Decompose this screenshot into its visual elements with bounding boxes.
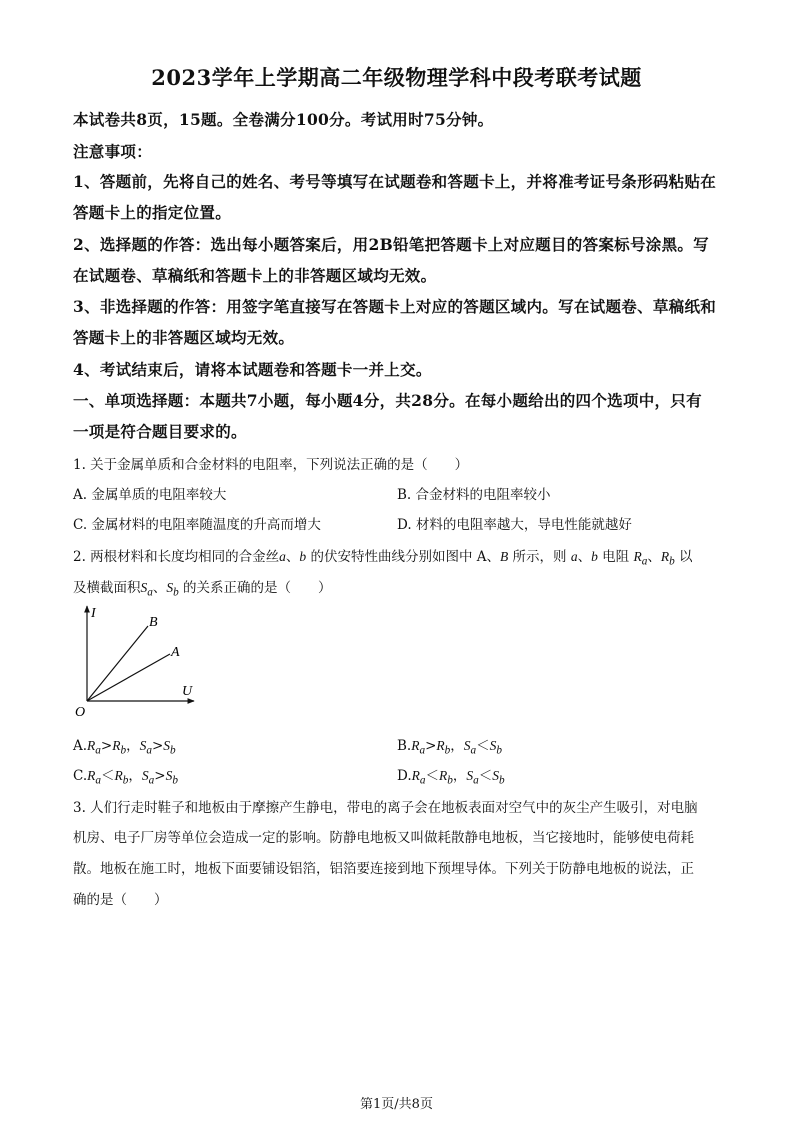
q2-sub-a: a bbox=[147, 586, 153, 599]
comma: ， bbox=[126, 738, 140, 754]
q2-var-B: B bbox=[500, 549, 509, 564]
y-axis-label: I bbox=[91, 606, 96, 621]
comma: ， bbox=[128, 768, 142, 784]
q2-stem-text: 及横截面积 bbox=[73, 580, 141, 596]
var-S: S bbox=[163, 738, 171, 753]
q2-sep: 、 bbox=[152, 580, 167, 596]
q2-sep: 、 bbox=[647, 549, 661, 565]
sub-b: b bbox=[122, 774, 129, 787]
var-S: S bbox=[139, 738, 147, 753]
var-S: S bbox=[466, 768, 474, 783]
notice-item-1-line-1: 1、答题前，先将自己的姓名、考号等填写在试题卷和答题卡上，并将准考证号条形码粘贴在 bbox=[73, 172, 717, 191]
q2-var-Ra: R bbox=[633, 549, 642, 564]
notice-heading: 注意事项： bbox=[73, 142, 153, 161]
var-S: S bbox=[165, 768, 173, 783]
notice-item-3-line-1: 3、非选择题的作答：用签字笔直接写在答题卡上对应的答题区域内。写在试题卷、草稿纸和 bbox=[73, 297, 717, 316]
sub-a: a bbox=[419, 774, 426, 787]
option-letter: B. bbox=[397, 738, 412, 754]
var-S: S bbox=[489, 738, 497, 753]
relation: > bbox=[100, 738, 113, 754]
var-R: R bbox=[436, 738, 445, 753]
var-R: R bbox=[87, 768, 96, 783]
sub-b: b bbox=[496, 744, 503, 757]
page-title: 2023学年上学期高二年级物理学科中段考联考试题 bbox=[151, 65, 642, 90]
var-S: S bbox=[141, 768, 149, 783]
notice-item-2-line-2: 在试题卷、草稿纸和答题卡上的非答题区域均无效。 bbox=[73, 266, 437, 285]
option-letter: C. bbox=[73, 768, 88, 784]
line-a bbox=[87, 654, 170, 701]
q2-var-b: b bbox=[591, 549, 598, 564]
q2-stem-text: 2. 两根材料和长度均相同的合金丝 bbox=[73, 549, 280, 565]
exam-intro: 本试卷共8页，15题。全卷满分100分。考试用时75分钟。 bbox=[73, 110, 494, 129]
var-S: S bbox=[463, 738, 471, 753]
relation: ＜ bbox=[425, 768, 440, 784]
comma: ， bbox=[452, 768, 467, 784]
q2-var-a: a bbox=[570, 549, 578, 564]
var-R: R bbox=[112, 738, 121, 753]
q1-option-a: A. 金属单质的电阻率较大 bbox=[73, 487, 227, 503]
sub-a: a bbox=[473, 774, 479, 787]
q2-stem-text: 的伏安特性曲线分别如图中 A、 bbox=[306, 549, 501, 565]
var-R: R bbox=[411, 738, 420, 753]
var-R: R bbox=[87, 738, 96, 753]
q2-sep: 、 bbox=[577, 549, 592, 565]
q1-option-b: B. 合金材料的电阻率较小 bbox=[397, 487, 551, 503]
q2-option-a bbox=[73, 734, 176, 757]
notice-item-3-line-2: 答题卡上的非答题区域均无效。 bbox=[73, 328, 295, 347]
q2-var-b: b bbox=[299, 549, 307, 564]
sub-a: a bbox=[419, 744, 426, 757]
x-axis-label: U bbox=[182, 684, 193, 699]
notice-item-1-line-2: 答题卡上的指定位置。 bbox=[73, 203, 232, 222]
section-heading-line-1: 一、单项选择题：本题共7小题，每小题4分，共28分。在每小题给出的四个选项中，只有 bbox=[73, 391, 702, 410]
sub-a: a bbox=[148, 774, 155, 787]
q3-line-3: 散。地板在施工时，地板下面要铺设铝箔，铝箔要连接到地下预埋导体。下列关于防静电地板的说法，正 bbox=[73, 861, 694, 877]
relation: > bbox=[151, 738, 164, 754]
option-letter: D. bbox=[397, 768, 412, 784]
q1-stem: 1. 关于金属单质和合金材料的电阻率，下列说法正确的是（ ） bbox=[73, 457, 469, 473]
q2-var-Rb: R bbox=[660, 549, 670, 564]
line-a-label: A bbox=[171, 645, 180, 660]
q2-stem-text: 所示，则 bbox=[508, 549, 571, 565]
origin-label: O bbox=[75, 705, 86, 720]
line-b bbox=[87, 626, 148, 701]
sub-a: a bbox=[95, 774, 102, 787]
sub-b: b bbox=[444, 744, 451, 757]
q1-option-d: D. 材料的电阻率越大，导电性能就越好 bbox=[397, 517, 632, 533]
line-b-label: B bbox=[149, 615, 158, 630]
sub-b: b bbox=[499, 774, 505, 787]
q2-option-c bbox=[73, 764, 178, 787]
var-R: R bbox=[411, 768, 420, 783]
q2-sub-b: b bbox=[669, 555, 675, 568]
sub-b: b bbox=[120, 744, 127, 757]
q3-line-2: 机房、电子厂房等单位会造成一定的影响。防静电地板又叫做耗散静电地板，当它接地时，能够使电荷耗 bbox=[73, 830, 694, 846]
relation: ＜ bbox=[101, 768, 115, 784]
relation: > bbox=[425, 738, 437, 754]
sub-b: b bbox=[172, 774, 178, 787]
q2-sub-b: b bbox=[173, 586, 179, 599]
sub-a: a bbox=[95, 744, 101, 757]
q3-line-4: 确的是（ ） bbox=[73, 892, 168, 908]
q1-option-c: C. 金属材料的电阻率随温度的升高而增大 bbox=[73, 517, 321, 533]
q2-var-S: S bbox=[166, 580, 174, 595]
q2-stem-text: 的关系正确的是（ ） bbox=[178, 580, 332, 596]
relation: ＜ bbox=[478, 768, 493, 784]
q2-sep: 、 bbox=[285, 549, 300, 565]
sub-b: b bbox=[447, 774, 453, 787]
sub-b: b bbox=[170, 744, 176, 757]
q2-stem-line-1 bbox=[73, 545, 693, 568]
var-R: R bbox=[114, 768, 123, 783]
var-S: S bbox=[492, 768, 500, 783]
q2-sub-a: a bbox=[641, 555, 648, 568]
relation: ＜ bbox=[476, 738, 490, 754]
q2-option-d bbox=[397, 764, 505, 787]
q2-stem-line-2 bbox=[73, 576, 332, 599]
iv-graph bbox=[70, 600, 210, 720]
page-footer: 第1页/共8页 bbox=[360, 1097, 433, 1112]
q2-stem-text: 以 bbox=[674, 549, 693, 565]
q2-var-S: S bbox=[140, 580, 148, 595]
relation: > bbox=[154, 768, 166, 784]
option-letter: A. bbox=[73, 738, 88, 754]
q2-stem-text: 电阻 bbox=[597, 549, 634, 565]
sub-a: a bbox=[470, 744, 477, 757]
q2-option-b bbox=[397, 734, 502, 757]
section-heading-line-2: 一项是符合题目要求的。 bbox=[73, 422, 247, 441]
notice-item-2-line-1: 2、选择题的作答：选出每小题答案后，用2B铅笔把答题卡上对应题目的答案标号涂黑。写 bbox=[73, 235, 709, 254]
sub-a: a bbox=[146, 744, 152, 757]
q2-var-a: a bbox=[279, 549, 286, 564]
var-R: R bbox=[439, 768, 448, 783]
notice-item-4: 4、考试结束后，请将本试题卷和答题卡一并上交。 bbox=[73, 360, 432, 379]
comma: ， bbox=[450, 738, 464, 754]
q3-line-1: 3. 人们行走时鞋子和地板由于摩擦产生静电，带电的离子会在地板表面对空气中的灰尘产生吸引，对电脑 bbox=[73, 800, 698, 816]
